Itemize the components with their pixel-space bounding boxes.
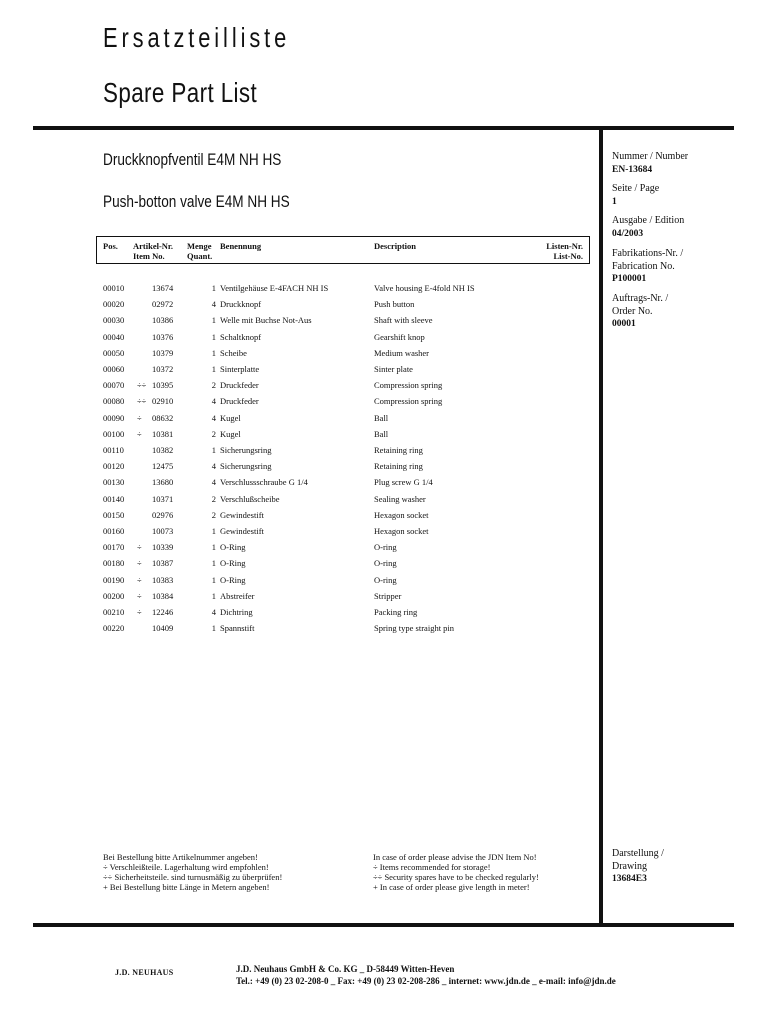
document-number-label: Nummer / Number: [612, 151, 689, 162]
fabrication-label: Fabrikations-Nr. /: [612, 248, 684, 259]
cell-pos: 00190: [103, 574, 125, 585]
cell-item-number: 10395: [152, 380, 174, 391]
table-row: [0, 445, 600, 461]
footer-contact: Tel.: +49 (0) 23 02-208-0 _ Fax: +49 (0) 23 02-208-286 _ internet: www.jdn.de _ e-mail: info@jdn.de: [236, 976, 616, 986]
page-label: Seite / Page: [612, 183, 660, 194]
column-header-list-de: Listen-Nr.: [546, 241, 583, 251]
page-title-german: Ersatzteilliste: [103, 22, 291, 53]
note-line: In case of order please advise the JDN Item No!: [373, 852, 537, 862]
cell-item-number: 10376: [152, 331, 174, 342]
document-number-block: [612, 151, 688, 176]
drawing-label: Darstellung /: [612, 848, 664, 859]
cell-item-number: 10372: [152, 364, 174, 374]
cell-mark: ÷: [137, 574, 142, 585]
cell-mark: ÷: [137, 428, 142, 439]
cell-pos: 00010: [103, 283, 125, 293]
table-row: [0, 591, 600, 607]
cell-pos: 00060: [103, 364, 125, 374]
table-row: [0, 283, 600, 299]
cell-pos: 00180: [103, 558, 125, 569]
cell-description: Spring type straight pin: [374, 623, 455, 634]
cell-name-german: Schaltknopf: [220, 331, 262, 342]
page-value: 1: [612, 196, 617, 207]
cell-quantity: 1: [211, 526, 216, 536]
note-line: + In case of order please give length in meter!: [373, 882, 530, 892]
cell-quantity: 1: [211, 558, 216, 569]
cell-quantity: 4: [211, 461, 216, 472]
cell-name-german: Scheibe: [220, 347, 247, 358]
cell-mark: ÷: [137, 607, 142, 617]
cell-quantity: 4: [211, 396, 216, 407]
cell-quantity: 2: [211, 428, 216, 439]
note-line: + Bei Bestellung bitte Länge in Metern angeben!: [103, 882, 270, 892]
cell-description: Sinter plate: [374, 364, 413, 374]
cell-description: Hexagon socket: [374, 526, 429, 536]
fabrication-label: Fabrication No.: [612, 260, 675, 272]
notes-english: [373, 852, 539, 892]
footer-address: J.D. Neuhaus GmbH & Co. KG _ D-58449 Witten-Heven: [236, 964, 455, 974]
cell-quantity: 1: [211, 623, 216, 634]
table-row: [0, 348, 600, 364]
cell-description: O-ring: [374, 574, 397, 585]
table-row: [0, 526, 600, 542]
cell-mark: ÷÷: [137, 396, 147, 407]
cell-name-german: Ventilgehäuse E-4FACH NH IS: [220, 283, 329, 293]
cell-description: Shaft with sleeve: [374, 315, 433, 326]
cell-name-german: Kugel: [220, 428, 241, 439]
table-row: [0, 332, 600, 348]
cell-item-number: 10382: [152, 445, 174, 455]
note-line: ÷÷ Security spares have to be checked regularly!: [373, 872, 539, 882]
cell-description: Sealing washer: [374, 493, 426, 504]
cell-pos: 00140: [103, 493, 125, 504]
column-header-pos: Pos.: [103, 241, 118, 251]
cell-description: Compression spring: [374, 396, 443, 407]
cell-description: Packing ring: [374, 607, 418, 617]
drawing-label: Drawing: [612, 860, 647, 872]
table-row: [0, 380, 600, 396]
cell-name-german: Dichtring: [220, 607, 253, 617]
note-line: ÷ Items recommended for storage!: [373, 862, 491, 872]
edition-label: Ausgabe / Edition: [612, 215, 685, 226]
fabrication-value: P100001: [612, 274, 647, 284]
product-name-english: Push-botton valve E4M NH HS: [103, 192, 290, 211]
cell-mark: ÷÷: [137, 380, 147, 391]
cell-pos: 00070: [103, 380, 125, 391]
cell-description: Gearshift knop: [374, 331, 425, 342]
cell-description: Ball: [374, 412, 389, 423]
cell-quantity: 1: [211, 364, 216, 374]
cell-name-german: Welle mit Buchse Not-Aus: [220, 315, 312, 326]
table-row: [0, 510, 600, 526]
cell-name-german: Gewindestift: [220, 526, 264, 536]
fabrication-block: [612, 248, 683, 286]
cell-mark: ÷: [137, 590, 142, 601]
cell-quantity: 1: [211, 347, 216, 358]
cell-item-number: 10386: [152, 315, 174, 326]
cell-mark: ÷: [137, 558, 142, 569]
cell-item-number: 02910: [152, 396, 174, 407]
cell-item-number: 12475: [152, 461, 174, 472]
cell-pos: 00200: [103, 590, 125, 601]
cell-quantity: 1: [211, 574, 216, 585]
cell-item-number: 02972: [152, 299, 174, 310]
table-row: [0, 494, 600, 510]
cell-quantity: 4: [211, 607, 216, 617]
cell-item-number: 10383: [152, 574, 174, 585]
cell-quantity: 2: [211, 380, 216, 391]
column-header-description: Description: [374, 241, 417, 251]
column-header-item-en: Item No.: [133, 251, 165, 261]
cell-pos: 00110: [103, 445, 124, 455]
cell-name-german: Sicherungsring: [220, 445, 272, 455]
note-line: ÷ Verschleißteile. Lagerhaltung wird empfohlen!: [103, 862, 269, 872]
cell-quantity: 4: [211, 299, 216, 310]
note-line: ÷÷ Sicherheitsteile. sind turnusmäßig zu überprüfen!: [103, 872, 283, 882]
product-name-german: Druckknopfventil E4M NH HS: [103, 150, 282, 169]
cell-pos: 00170: [103, 542, 125, 553]
cell-pos: 00100: [103, 428, 125, 439]
cell-description: Hexagon socket: [374, 509, 429, 520]
page-block: [612, 183, 659, 208]
cell-quantity: 1: [211, 445, 216, 455]
table-row: [0, 396, 600, 412]
cell-item-number: 08632: [152, 412, 174, 423]
table-row: [0, 477, 600, 493]
table-header: [96, 236, 590, 264]
cell-item-number: 02976: [152, 509, 174, 520]
cell-pos: 00130: [103, 477, 125, 488]
order-label: Order No.: [612, 305, 653, 317]
cell-description: O-ring: [374, 558, 397, 569]
note-line: Bei Bestellung bitte Artikelnummer angeben!: [103, 852, 258, 862]
table-row: [0, 607, 600, 623]
cell-description: Retaining ring: [374, 445, 423, 455]
cell-pos: 00080: [103, 396, 125, 407]
cell-pos: 00150: [103, 509, 125, 520]
column-header-list-en: List-No.: [553, 251, 583, 261]
column-header-item-de: Artikel-Nr.: [133, 241, 174, 251]
cell-name-german: Druckfeder: [220, 380, 259, 391]
cell-description: Medium washer: [374, 347, 430, 358]
table-row: [0, 623, 600, 639]
edition-block: [612, 215, 684, 240]
cell-item-number: 13680: [152, 477, 174, 488]
cell-quantity: 1: [211, 590, 216, 601]
cell-quantity: 1: [211, 315, 216, 326]
cell-pos: 00220: [103, 623, 125, 634]
document-number-value: EN-13684: [612, 164, 653, 175]
cell-description: Valve housing E-4fold NH IS: [374, 283, 475, 293]
cell-quantity: 4: [211, 412, 216, 423]
bottom-divider: [33, 923, 734, 927]
cell-name-german: Spannstift: [220, 623, 255, 634]
cell-name-german: O-Ring: [220, 574, 246, 585]
cell-item-number: 10073: [152, 526, 174, 536]
edition-value: 04/2003: [612, 228, 644, 239]
table-row: [0, 558, 600, 574]
cell-name-german: Druckfeder: [220, 396, 259, 407]
cell-quantity: 1: [211, 283, 216, 293]
cell-name-german: O-Ring: [220, 542, 246, 553]
column-header-name-de: Benennung: [220, 241, 262, 251]
cell-description: Compression spring: [374, 380, 443, 391]
cell-pos: 00120: [103, 461, 125, 472]
cell-name-german: Abstreifer: [220, 590, 255, 601]
cell-pos: 00050: [103, 347, 125, 358]
company-logo: J.D. NEUHAUS: [115, 968, 174, 977]
cell-item-number: 13674: [152, 283, 174, 293]
page-title-english: Spare Part List: [103, 77, 258, 108]
cell-mark: ÷: [137, 542, 142, 553]
table-row: [0, 299, 600, 315]
cell-description: Stripper: [374, 590, 402, 601]
cell-item-number: 10409: [152, 623, 174, 634]
cell-quantity: 1: [211, 542, 216, 553]
cell-name-german: Sicherungsring: [220, 461, 272, 472]
cell-mark: ÷: [137, 412, 142, 423]
cell-quantity: 1: [211, 331, 216, 342]
cell-name-german: Druckknopf: [220, 299, 262, 310]
drawing-value: 13684E3: [612, 874, 647, 884]
cell-description: Push button: [374, 299, 415, 310]
column-header-qty-de: Menge: [187, 241, 212, 251]
cell-item-number: 10381: [152, 428, 174, 439]
table-row: [0, 542, 600, 558]
table-row: [0, 315, 600, 331]
notes-german: [103, 852, 282, 892]
table-row: [0, 461, 600, 477]
cell-name-german: Kugel: [220, 412, 241, 423]
cell-description: O-ring: [374, 542, 397, 553]
cell-description: Plug screw G 1/4: [374, 477, 433, 488]
cell-item-number: 10379: [152, 347, 174, 358]
column-header-qty-en: Quant.: [187, 251, 213, 261]
cell-name-german: Gewindestift: [220, 509, 264, 520]
cell-pos: 00210: [103, 607, 125, 617]
cell-quantity: 2: [211, 493, 216, 504]
cell-name-german: Verschlussschraube G 1/4: [220, 477, 308, 488]
table-row: [0, 413, 600, 429]
cell-item-number: 10384: [152, 590, 174, 601]
top-divider: [33, 126, 734, 130]
cell-pos: 00040: [103, 331, 125, 342]
cell-name-german: Sinterplatte: [220, 364, 260, 374]
table-row: [0, 575, 600, 591]
cell-description: Retaining ring: [374, 461, 423, 472]
cell-item-number: 10371: [152, 493, 174, 504]
cell-item-number: 12246: [152, 607, 174, 617]
order-block: [612, 293, 668, 331]
cell-quantity: 4: [211, 477, 216, 488]
cell-name-german: Verschlußscheibe: [220, 493, 280, 504]
cell-pos: 00090: [103, 412, 125, 423]
cell-quantity: 2: [211, 509, 216, 520]
cell-name-german: O-Ring: [220, 558, 246, 569]
cell-pos: 00160: [103, 526, 125, 536]
cell-description: Ball: [374, 428, 389, 439]
drawing-block: [612, 848, 664, 886]
cell-item-number: 10387: [152, 558, 174, 569]
table-row: [0, 429, 600, 445]
cell-pos: 00030: [103, 315, 125, 326]
cell-item-number: 10339: [152, 542, 174, 553]
order-value: 00001: [612, 319, 636, 329]
table-row: [0, 364, 600, 380]
order-label: Auftrags-Nr. /: [612, 293, 669, 304]
cell-pos: 00020: [103, 299, 125, 310]
